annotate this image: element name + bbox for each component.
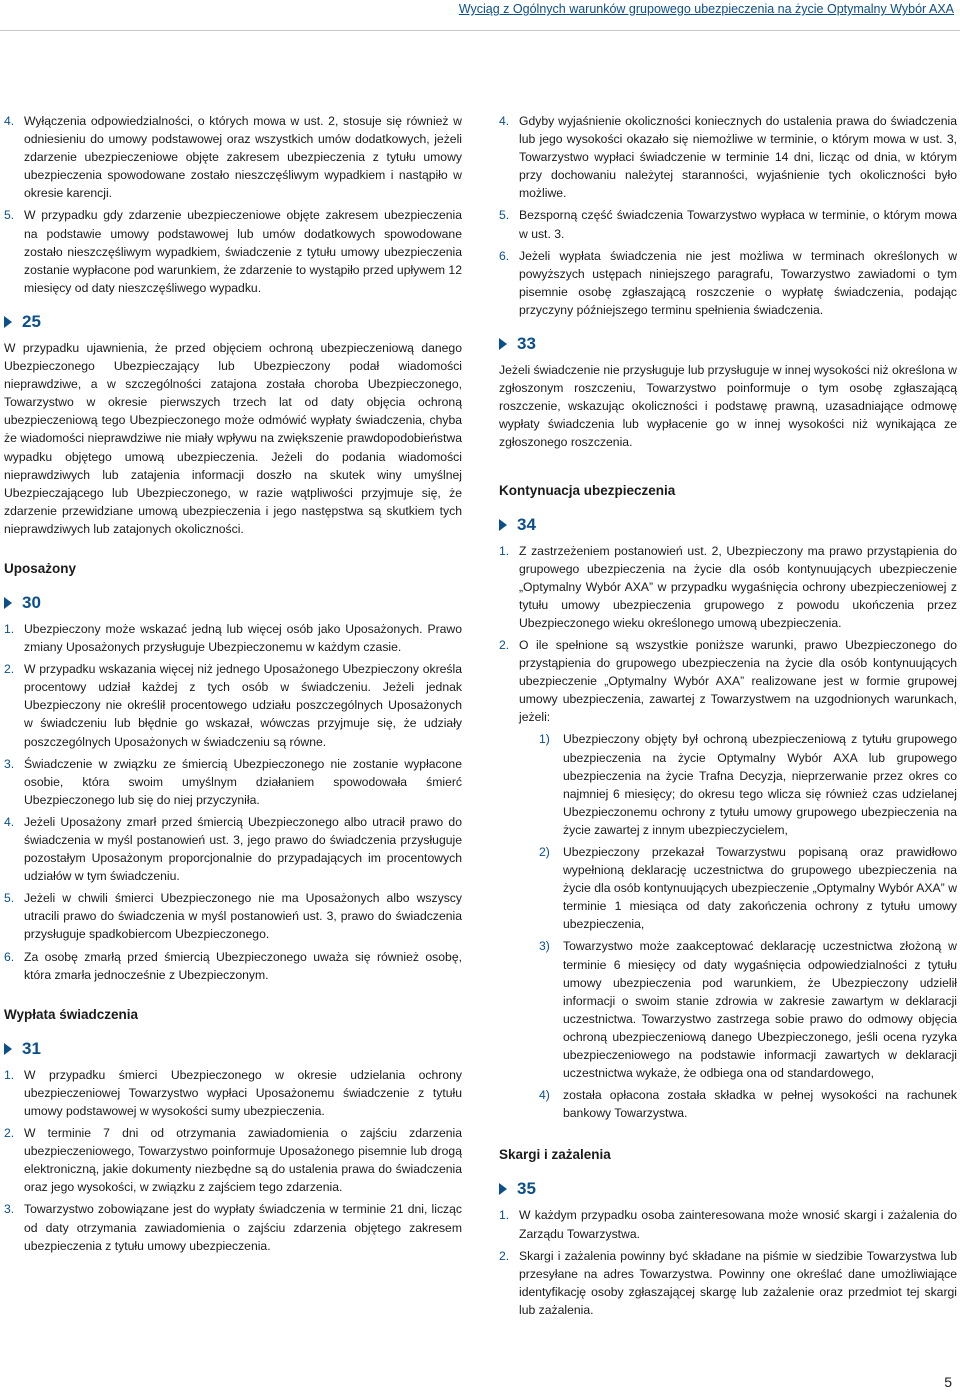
list-item <box>4 1124 462 1196</box>
section-icon <box>4 595 16 611</box>
item-number: 1. <box>4 1067 15 1082</box>
item-number: 5. <box>499 208 510 223</box>
item-text: Wyłączenia odpowiedzialności, o których mowa w ust. 2, stosuje się również w odniesieniu do umowy podstawowej oraz wszystkich umów dodatkowych, jeżeli zdarzenie ubezpieczeniowe objęte zakresem ubezpieczenia z tytułu umowy ubezpieczenia spowodowane zostało nieszczęśliwym wypadkiem i nastąpiło w okresie karencji. <box>24 114 462 201</box>
section-number: 35 <box>517 1179 536 1199</box>
section-marker <box>4 1038 462 1060</box>
item-number: 1. <box>499 1208 510 1223</box>
section-marker <box>499 514 957 536</box>
section-marker <box>4 592 462 614</box>
list-item <box>499 112 957 202</box>
sublist-item <box>499 937 957 1082</box>
section-heading: Kontynuacja ubezpieczenia <box>499 482 676 498</box>
section-list <box>499 1206 957 1319</box>
section-icon <box>499 1181 511 1197</box>
list-item <box>499 206 957 242</box>
section-number: 33 <box>517 334 536 354</box>
item-number: 1) <box>539 732 550 747</box>
section-marker <box>499 333 957 355</box>
item-text: Skargi i zażalenia powinny być składane na piśmie w siedzibie Towarzystwa lub przesyłane na adres Towarzystwa. Powinny one określać dane umożliwiające identyfikację osoby zgłaszającej skargę lub zażalenie oraz przedmiot tej skargi lub zażalenia. <box>519 1248 957 1317</box>
item-text: Jeżeli wypłata świadczenia nie jest możliwa w terminach określonych w powyższych ustępach niniejszego paragrafu, Towarzystwo zawiadomi o tym pisemnie osobę zgłaszającą roszczenie o wypłatę świadczenia, podając przyczyny późniejszego terminu spełnienia świadczenia. <box>519 248 957 317</box>
paragraph: Jeżeli świadczenie nie przysługuje lub przysługuje w innej wysokości niż określona w zgłoszonym roszczeniu, Towarzystwo poinformuje o tym osobę zgłaszającą roszczenie, wskazując okoliczności i podstawę prawną, uzasadniające odmowę wypłaty świadczenia lub wypłacenie go w innej wysokości niż wynikająca ze zgłoszonego roszczenia. <box>499 363 957 450</box>
item-text: Bezsporną część świadczenia Towarzystwo wypłaca w terminie, o którym mowa w ust. 3. <box>519 208 957 241</box>
list-item <box>4 889 462 943</box>
running-header: Wyciąg z Ogólnych warunków grupowego ubezpieczenia na życie Optymalny Wybór AXA <box>458 2 954 16</box>
sublist-item <box>499 1086 957 1122</box>
section-marker <box>499 1178 957 1200</box>
section-list <box>4 1066 462 1255</box>
item-number: 2. <box>4 662 15 677</box>
list-item <box>4 1066 462 1120</box>
list-item <box>4 206 462 296</box>
item-text: Towarzystwo może zaakceptować deklarację uczestnictwa złożoną w terminie 6 miesięcy od daty wygaśnięcia odpowiedzialności z tytułu umowy ubezpieczenia pod warunkiem, że Ubezpieczony udzielił informacji o swoim stanie zdrowia w zakresie zawartym w deklaracji uczestnictwa. Towarzystwo zastrzega sobie prawo do odmowy objęcia ochroną ubezpieczeniową danego Ubezpieczonego, jeśli ocena ryzyka ubezpieczeniowego na podstawie informacji zawartych w deklaracji uczestnictwa wykaże, że odbiega ona od standardowego, <box>563 939 957 1081</box>
item-number: 5. <box>4 208 15 223</box>
sublist-item <box>499 730 957 839</box>
item-text: Ubezpieczony przekazał Towarzystwu popisaną oraz prawidłowo wypełnioną deklarację uczestnictwa do grupowego ubezpieczenia na życie dla osób kontynuujących ubezpieczenie „Optymalny Wybór AXA” w terminie 1 miesiąca od daty zakończenia ochrony z tytułu umowy ubezpieczenia, <box>563 845 957 932</box>
list-item <box>4 620 462 656</box>
section-icon <box>499 336 511 352</box>
item-number: 6. <box>499 248 510 263</box>
item-number: 6. <box>4 949 15 964</box>
item-text: Ubezpieczony może wskazać jedną lub więcej osób jako Uposażonych. Prawo zmiany Uposażonych przysługuje Ubezpieczonemu w każdym czasie. <box>24 621 462 655</box>
page-number: 5 <box>944 1374 952 1390</box>
list-item <box>499 1206 957 1242</box>
item-number: 4. <box>4 814 15 829</box>
section-number: 30 <box>22 592 41 612</box>
item-number: 3. <box>4 1202 15 1217</box>
list-item <box>4 755 462 809</box>
item-number: 3) <box>539 939 550 954</box>
item-text: W przypadku gdy zdarzenie ubezpieczeniowe objęte zakresem ubezpieczenia na podstawie umowy podstawowej lub umów dodatkowych spowodowane zostało nieszczęśliwym wypadkiem, świadczenie z tytułu umowy ubezpieczenia zostanie wypłacone pod warunkiem, że zdarzenie to wystąpiło przed upływem 12 miesięcy od daty nieszczęśliwego wypadku. <box>24 208 462 295</box>
item-text: Towarzystwo zobowiązane jest do wypłaty świadczenia w terminie 21 dni, licząc od daty otrzymania zawiadomienia o zajściu zdarzenia objętego zakresem ubezpieczenia z tytułu umowy ubezpieczenia. <box>24 1202 462 1253</box>
left-column <box>4 112 462 1255</box>
section-list <box>499 112 957 319</box>
section-heading: Skargi i zażalenia <box>499 1147 611 1163</box>
item-text: została opłacona została składka w pełnej wysokości na rachunek bankowy Towarzystwa. <box>563 1088 957 1121</box>
list-item <box>499 1247 957 1319</box>
section-number: 25 <box>22 311 41 331</box>
item-number: 2. <box>4 1126 15 1141</box>
sublist-item <box>499 843 957 933</box>
section-marker <box>4 311 462 333</box>
section-icon <box>499 517 511 533</box>
header-divider <box>0 30 960 31</box>
item-number: 4. <box>499 114 510 128</box>
list-item <box>4 112 462 202</box>
item-text: W przypadku śmierci Ubezpieczonego w okresie udzielania ochrony ubezpieczeniowej Towarzystwo wypłaci Uposażonemu świadczenie z tytułu umowy podstawowej w wysokości sumy ubezpieczenia. <box>24 1067 462 1118</box>
paragraph: W przypadku ujawnienia, że przed objęciem ochroną ubezpieczeniową danego Ubezpieczonego Ubezpieczający lub Ubezpieczony podał wiadomości nieprawdziwe, a w szczególności zatajona została choroba Ubezpieczonego, Towarzystwo w okresie pierwszych trzech lat od daty objęcia ochroną ubezpieczeniową tego Ubezpieczonego może odmówić wypłaty świadczenia, chyba że wiadomości nieprawdziwe nie miały wpływu na zwiększenie prawdopodobieństwa wypadku objętego umową ubezpieczenia. Jeżeli do podania wiadomości nieprawdziwych lub zatajenia informacji doszło na skutek winy umyślnej Ubezpieczającego lub Ubezpieczonego, w razie wątpliwości przyjmuje się, że zdarzenie przewidziane umową ubezpieczenia i jego następstwa są skutkiem tych nieprawdziwych lub zatajonych okoliczności. <box>4 340 462 536</box>
item-text: Za osobę zmarłą przed śmiercią Ubezpieczonego uważa się również osobę, która zmarła jednocześnie z Ubezpieczonym. <box>24 949 462 982</box>
item-number: 2. <box>499 1248 510 1263</box>
section-heading: Wypłata świadczenia <box>4 1006 139 1022</box>
item-number: 5. <box>4 891 15 906</box>
item-text: W każdym przypadku osoba zainteresowana może wnosić skargi i zażalenia do Zarządu Towarzystwa. <box>519 1208 957 1241</box>
item-text: Świadczenie w związku ze śmiercią Ubezpieczonego nie zostanie wypłacone osobie, która swoim umyślnym działaniem spowodowała śmierć Ubezpieczonego lub się do niej przyczyniła. <box>24 756 462 807</box>
section-icon <box>4 1041 16 1057</box>
section-number: 34 <box>517 514 536 534</box>
list-item <box>4 813 462 885</box>
section-heading: Uposażony <box>4 560 77 576</box>
item-number: 2. <box>499 637 510 652</box>
item-number: 1. <box>499 543 510 558</box>
list-item <box>499 636 957 726</box>
item-text: Gdyby wyjaśnienie okoliczności koniecznych do ustalenia prawa do świadczenia lub jego wysokości okazało się niemożliwe w terminie, o którym mowa w ust. 3, Towarzystwo wypłaci świadczenie w terminie 14 dni, licząc od dnia, w którym przy dochowaniu należytej staranności, wyjaśnienie tych okoliczności było możliwe. <box>519 114 957 201</box>
item-text: Jeżeli w chwili śmierci Ubezpieczonego nie ma Uposażonych albo wszyscy utracili prawo do świadczenia w myśl postanowień ust. 3, prawo do świadczenia przysługuje spadkobiercom Ubezpieczonego. <box>24 891 462 942</box>
section-number: 31 <box>22 1038 41 1058</box>
item-text: Z zastrzeżeniem postanowień ust. 2, Ubezpieczony ma prawo przystąpienia do grupowego ubezpieczenia na życie dla osób kontynuujących ubezpieczenie „Optymalny Wybór AXA” w przypadku wygaśnięcia ochrony ubezpieczeniowej z tytułu umowy ubezpieczenia grupowego z powodu ukończenia przez Ubezpieczonego wieku określonego umową ubezpieczenia. <box>519 543 957 630</box>
item-number: 4. <box>4 114 15 128</box>
item-number: 4) <box>539 1088 550 1103</box>
item-text: Jeżeli Uposażony zmarł przed śmiercią Ubezpieczonego albo utracił prawo do świadczenia w myśl postanowień ust. 3, jego prawo do świadczenia przysługuje pozostałym Uposażonym proporcjonalnie do przypadających im procentowych udziałów w tym świadczeniu. <box>24 814 462 884</box>
list-item <box>4 948 462 984</box>
item-text: W przypadku wskazania więcej niż jednego Uposażonego Ubezpieczony określa procentowy udział każdej z tych osób w świadczeniu. Jeżeli jednak Ubezpieczony nie określił procentowego udziału poszczególnych Uposażonych w świadczeniu lub błędnie go wskazał, wówczas przyjmuje się, że udziały poszczególnych Uposażonych w świadczeniu są równe. <box>24 662 462 749</box>
right-column <box>499 112 957 1319</box>
item-text: O ile spełnione są wszystkie poniższe warunki, prawo Ubezpieczonego do przystąpienia do grupowego ubezpieczenia na życie dla osób kontynuujących ubezpieczenie „Optymalny Wybór AXA” realizowane jest w formie grupowej umowy ubezpieczenia, zawartej z Towarzystwem na uzgodnionych warunkach, jeżeli: <box>519 637 957 725</box>
item-number: 1. <box>4 621 15 636</box>
list-item <box>499 247 957 319</box>
item-number: 2) <box>539 845 550 859</box>
item-text: Ubezpieczony objęty był ochroną ubezpieczeniową z tytułu grupowego ubezpieczenia na życie Optymalny Wybór AXA lub grupowego ubezpieczenia na życie Trafna Decyzja, nieprzerwanie przez okres co najmniej 6 miesięcy; do okresu tego wlicza się również czas udzielanej Ubezpieczonemu ochrony z tytułu umowy grupowego ubezpieczenia na życie zawartej z innym ubezpieczycielem, <box>563 732 957 837</box>
section-list <box>4 620 462 984</box>
item-number: 3. <box>4 756 15 771</box>
section-sublist <box>499 730 957 1122</box>
list-item <box>4 1200 462 1254</box>
list-item <box>4 660 462 750</box>
item-text: W terminie 7 dni od otrzymania zawiadomienia o zajściu zdarzenia ubezpieczeniowego, Towarzystwo poinformuje Uposażonego pisemnie lub drogą elektroniczną, jakie dokumenty niezbędne są do ustalenia prawa do świadczenia oraz jego wysokości, w związku z zajściem tego zdarzenia. <box>24 1126 462 1195</box>
list-item <box>499 542 957 632</box>
section-icon <box>4 314 16 330</box>
